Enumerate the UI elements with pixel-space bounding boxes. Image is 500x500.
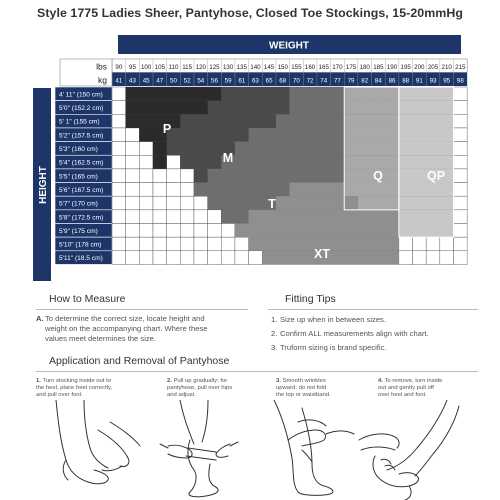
size-region-t	[290, 101, 345, 115]
grid-cell	[126, 169, 140, 183]
grid-cell	[112, 169, 126, 183]
grid-cell	[167, 224, 181, 238]
grid-cell	[194, 251, 208, 265]
grid-cell	[126, 183, 140, 197]
size-region-qp	[399, 142, 454, 156]
kg-tick: 79	[347, 77, 355, 85]
step-line: upward; do not fold	[276, 385, 327, 392]
kg-tick: 82	[361, 77, 369, 85]
grid-cell	[126, 155, 140, 169]
grid-cell	[454, 224, 468, 238]
fitting-tips-heading: Fitting Tips	[285, 293, 336, 305]
grid-cell	[454, 114, 468, 128]
size-region-q	[344, 101, 399, 115]
size-region-t	[221, 210, 248, 224]
grid-cell	[139, 155, 153, 169]
lbs-tick: 95	[129, 64, 136, 71]
grid-cell	[221, 224, 235, 238]
lbs-tick: 180	[359, 64, 370, 71]
step-1-instructions	[36, 378, 128, 400]
grid-cell	[454, 237, 468, 251]
kg-tick: 95	[443, 77, 451, 85]
height-row-label: 5' 1" (155 cm)	[59, 118, 100, 126]
size-region-xt	[262, 251, 399, 265]
grid-cell	[167, 183, 181, 197]
lbs-tick: 185	[373, 64, 384, 71]
size-region-qp	[399, 155, 454, 169]
kg-tick: 50	[170, 77, 177, 85]
kg-tick: 70	[292, 77, 300, 85]
tip-marker: 3.	[271, 343, 278, 352]
page-title: Style 1775 Ladies Sheer, Pantyhose, Closed Toe Stockings, 15-20mmHg	[37, 6, 463, 20]
grid-cell	[413, 251, 427, 265]
size-region-t	[276, 114, 344, 128]
grid-cell	[153, 237, 167, 251]
grid-cell	[153, 183, 167, 197]
lbs-tick: 125	[209, 64, 220, 71]
step-line: and pull over foot.	[36, 392, 83, 399]
grid-cell	[126, 128, 140, 142]
kg-tick: 59	[224, 77, 232, 85]
grid-cell	[235, 237, 249, 251]
step-3-instructions	[276, 378, 368, 400]
tip-text: Truform sizing is brand specific.	[280, 343, 387, 352]
size-region-t	[221, 155, 344, 169]
size-region-qp	[399, 128, 454, 142]
grid-cell	[454, 101, 468, 115]
size-region-xt	[290, 183, 345, 197]
grid-cell	[139, 210, 153, 224]
grid-cell	[194, 196, 208, 210]
step-1-illustration	[36, 400, 151, 500]
grid-cell	[180, 169, 194, 183]
lbs-tick: 135	[236, 64, 247, 71]
lbs-tick: 215	[455, 64, 466, 71]
grid-cell	[454, 251, 468, 265]
grid-cell	[180, 196, 194, 210]
size-region-q	[344, 142, 399, 156]
grid-cell	[139, 251, 153, 265]
grid-cell	[112, 237, 126, 251]
height-row-label: 5'6" (167.5 cm)	[59, 186, 104, 194]
size-region-qp	[399, 183, 454, 197]
size-region-q	[344, 155, 399, 169]
size-region-t	[290, 87, 345, 101]
size-region-q	[344, 183, 399, 197]
kg-tick: 45	[142, 77, 150, 85]
step-4-illustration	[355, 400, 470, 500]
step-number: 4.	[378, 378, 383, 384]
grid-cell	[235, 251, 249, 265]
grid-cell	[454, 155, 468, 169]
grid-cell	[112, 87, 126, 101]
step-line: out and gently pull off	[378, 385, 434, 392]
step-line: Turn stocking inside out to	[42, 378, 111, 384]
measure-line: To determine the correct size, locate height and	[45, 314, 205, 323]
grid-cell	[167, 237, 181, 251]
step-line: the heel, place heel correctly,	[36, 385, 113, 392]
height-row-label: 5'11" (18.5 cm)	[59, 255, 103, 263]
step-2-instructions	[167, 378, 259, 400]
kg-tick: 52	[183, 77, 191, 85]
grid-cell	[126, 237, 140, 251]
grid-cell	[180, 251, 194, 265]
grid-cell	[126, 142, 140, 156]
size-region-t	[194, 183, 290, 197]
size-region-m	[180, 114, 289, 128]
grid-cell	[112, 210, 126, 224]
grid-cell	[139, 196, 153, 210]
size-region-q	[344, 128, 399, 142]
height-row-label: 5'4" (162.5 cm)	[59, 159, 104, 167]
kg-tick: 72	[306, 77, 314, 85]
lbs-tick: 145	[263, 64, 275, 71]
lbs-tick: 205	[427, 64, 439, 71]
grid-cell	[126, 251, 140, 265]
step-line: Pull up gradually; for	[173, 378, 228, 384]
grid-cell	[399, 237, 413, 251]
size-label-t: T	[268, 197, 276, 211]
size-region-qp	[399, 224, 454, 238]
size-label-qp: QP	[426, 169, 446, 183]
measure-line: values meet determines the size.	[45, 334, 157, 343]
weight-banner-gap	[118, 54, 461, 57]
grid-cell	[112, 251, 126, 265]
kg-tick: 68	[279, 77, 287, 85]
size-region-p	[126, 101, 222, 115]
lbs-tick: 175	[345, 64, 357, 71]
lbs-tick: 170	[332, 64, 343, 71]
step-2-illustration	[150, 400, 265, 500]
size-region-xt	[276, 196, 358, 210]
kg-tick: 86	[388, 77, 396, 85]
grid-cell	[112, 224, 126, 238]
kg-tick: 65	[265, 77, 273, 85]
height-row-label: 5'3" (160 cm)	[59, 146, 98, 153]
kg-tick: 84	[374, 77, 382, 85]
grid-cell	[139, 169, 153, 183]
kg-tick: 98	[456, 77, 464, 85]
grid-cell	[112, 183, 126, 197]
lbs-tick: 190	[386, 64, 398, 71]
tip-text: Confirm ALL measurements align with chart.	[280, 329, 429, 338]
grid-cell	[454, 169, 468, 183]
grid-cell	[194, 237, 208, 251]
measure-marker: A.	[36, 314, 44, 323]
size-region-q	[358, 196, 399, 210]
grid-cell	[454, 183, 468, 197]
height-label: HEIGHT	[38, 166, 49, 204]
grid-cell	[454, 196, 468, 210]
kg-tick: 56	[211, 77, 218, 85]
tip-marker: 2.	[271, 329, 278, 338]
height-row-label: 5'7" (170 cm)	[59, 200, 98, 208]
size-region-t	[208, 169, 345, 183]
size-region-qp	[399, 210, 454, 224]
lbs-tick: 155	[291, 64, 302, 71]
lbs-tick: 210	[441, 64, 452, 71]
kg-tick: 91	[415, 77, 423, 85]
height-row-label: 5'5" (165 cm)	[59, 173, 98, 181]
height-row-label: 4' 11" (150 cm)	[59, 91, 103, 99]
grid-cell	[454, 128, 468, 142]
size-label-q: Q	[373, 169, 383, 183]
lbs-tick: 140	[250, 64, 261, 71]
grid-cell	[167, 169, 181, 183]
step-line: To remove, turn inside	[384, 378, 443, 384]
height-row-label: 5'8" (172.5 cm)	[59, 214, 104, 222]
size-label-p: P	[162, 122, 172, 136]
height-row-label: 5'0" (152.2 cm)	[59, 105, 104, 113]
grid-cell	[208, 251, 222, 265]
grid-cell	[454, 210, 468, 224]
kg-tick: 74	[320, 77, 328, 85]
grid-cell	[139, 142, 153, 156]
grid-cell	[426, 251, 440, 265]
size-region-qp	[399, 101, 454, 115]
step-line: the top or waistband.	[276, 392, 331, 399]
grid-cell	[194, 224, 208, 238]
grid-cell	[249, 251, 263, 265]
height-row-label: 5'2" (157.5 cm)	[59, 132, 104, 140]
grid-cell	[426, 237, 440, 251]
step-4-instructions	[378, 378, 470, 400]
grid-cell	[153, 224, 167, 238]
size-region-t	[208, 196, 276, 210]
step-line: Smooth wrinkles	[282, 378, 326, 384]
grid-cell	[126, 224, 140, 238]
grid-cell	[399, 251, 413, 265]
lbs-unit-label: lbs	[96, 61, 107, 72]
grid-cell	[167, 251, 181, 265]
how-to-measure-heading: How to Measure	[49, 293, 126, 305]
lbs-tick: 90	[115, 64, 123, 71]
lbs-tick: 105	[154, 64, 165, 71]
grid-cell	[180, 237, 194, 251]
kg-unit-label: kg	[98, 75, 107, 85]
grid-cell	[180, 210, 194, 224]
kg-tick: 54	[197, 77, 205, 85]
size-label-m: M	[222, 151, 234, 165]
step-number: 1.	[36, 378, 41, 384]
grid-cell	[153, 169, 167, 183]
kg-tick: 41	[115, 77, 123, 85]
grid-cell	[112, 196, 126, 210]
grid-cell	[167, 155, 181, 169]
kg-tick: 47	[156, 77, 164, 85]
grid-cell	[167, 210, 181, 224]
size-region-m	[208, 101, 290, 115]
size-region-t	[235, 142, 344, 156]
grid-cell	[112, 114, 126, 128]
lbs-tick: 115	[182, 64, 193, 71]
grid-cell	[153, 210, 167, 224]
lbs-tick: 100	[140, 64, 152, 71]
grid-cell	[139, 183, 153, 197]
grid-cell	[440, 237, 454, 251]
size-region-t	[249, 128, 345, 142]
grid-cell	[208, 224, 222, 238]
grid-cell	[167, 196, 181, 210]
grid-cell	[180, 224, 194, 238]
lbs-tick: 150	[277, 64, 288, 71]
size-region-p	[153, 155, 167, 169]
grid-cell	[126, 196, 140, 210]
grid-cell	[112, 142, 126, 156]
grid-cell	[221, 251, 235, 265]
grid-cell	[454, 87, 468, 101]
kg-tick: 77	[333, 77, 341, 85]
grid-cell	[139, 237, 153, 251]
size-region-qp	[399, 87, 454, 101]
tip-marker: 1.	[271, 315, 278, 324]
grid-cell	[153, 196, 167, 210]
size-region-qp	[399, 114, 454, 128]
kg-tick: 43	[129, 77, 136, 85]
size-label-xt: XT	[314, 247, 330, 261]
lbs-tick: 195	[400, 64, 411, 71]
kg-tick: 88	[402, 77, 410, 85]
grid-cell	[139, 224, 153, 238]
size-region-q	[344, 114, 399, 128]
size-region-q	[344, 87, 399, 101]
grid-cell	[208, 237, 222, 251]
lbs-tick: 130	[222, 64, 234, 71]
size-region-q	[344, 169, 399, 183]
size-region-m	[221, 87, 289, 101]
weight-label: WEIGHT	[269, 40, 309, 52]
tip-text: Size up when in between sizes.	[280, 315, 386, 324]
grid-cell	[153, 251, 167, 265]
lbs-tick: 160	[304, 64, 316, 71]
grid-cell	[180, 183, 194, 197]
height-row-label: 5'10" (178 cm)	[59, 241, 102, 249]
grid-cell	[221, 237, 235, 251]
lbs-tick: 120	[195, 64, 206, 71]
grid-cell	[194, 210, 208, 224]
grid-cell	[208, 210, 222, 224]
grid-cell	[112, 128, 126, 142]
measure-divider	[36, 309, 248, 310]
kg-tick: 93	[429, 77, 437, 85]
height-row-label: 5'9" (175 cm)	[59, 227, 98, 235]
step-line: over heel and foot.	[378, 392, 427, 399]
application-divider	[36, 371, 478, 372]
step-number: 3.	[276, 378, 281, 384]
size-region-xt	[235, 224, 399, 238]
grid-cell	[126, 210, 140, 224]
lbs-tick: 165	[318, 64, 329, 71]
kg-tick: 63	[251, 77, 259, 85]
tips-divider	[268, 309, 478, 310]
step-number: 2.	[167, 378, 172, 384]
measure-line: weight on the accompanying chart. Where these	[45, 324, 208, 333]
lbs-tick: 110	[168, 64, 179, 71]
size-region-xt	[249, 210, 399, 224]
grid-cell	[112, 155, 126, 169]
step-line: and adjust.	[167, 392, 196, 399]
grid-cell	[440, 251, 454, 265]
lbs-tick: 200	[414, 64, 425, 71]
step-line: pantyhose, pull over hips	[167, 385, 233, 392]
grid-cell	[112, 101, 126, 115]
grid-cell	[413, 237, 427, 251]
kg-tick: 61	[238, 77, 246, 85]
size-region-p	[126, 87, 222, 101]
grid-cell	[454, 142, 468, 156]
application-heading: Application and Removal of Pantyhose	[49, 355, 230, 367]
size-region-qp	[399, 196, 454, 210]
